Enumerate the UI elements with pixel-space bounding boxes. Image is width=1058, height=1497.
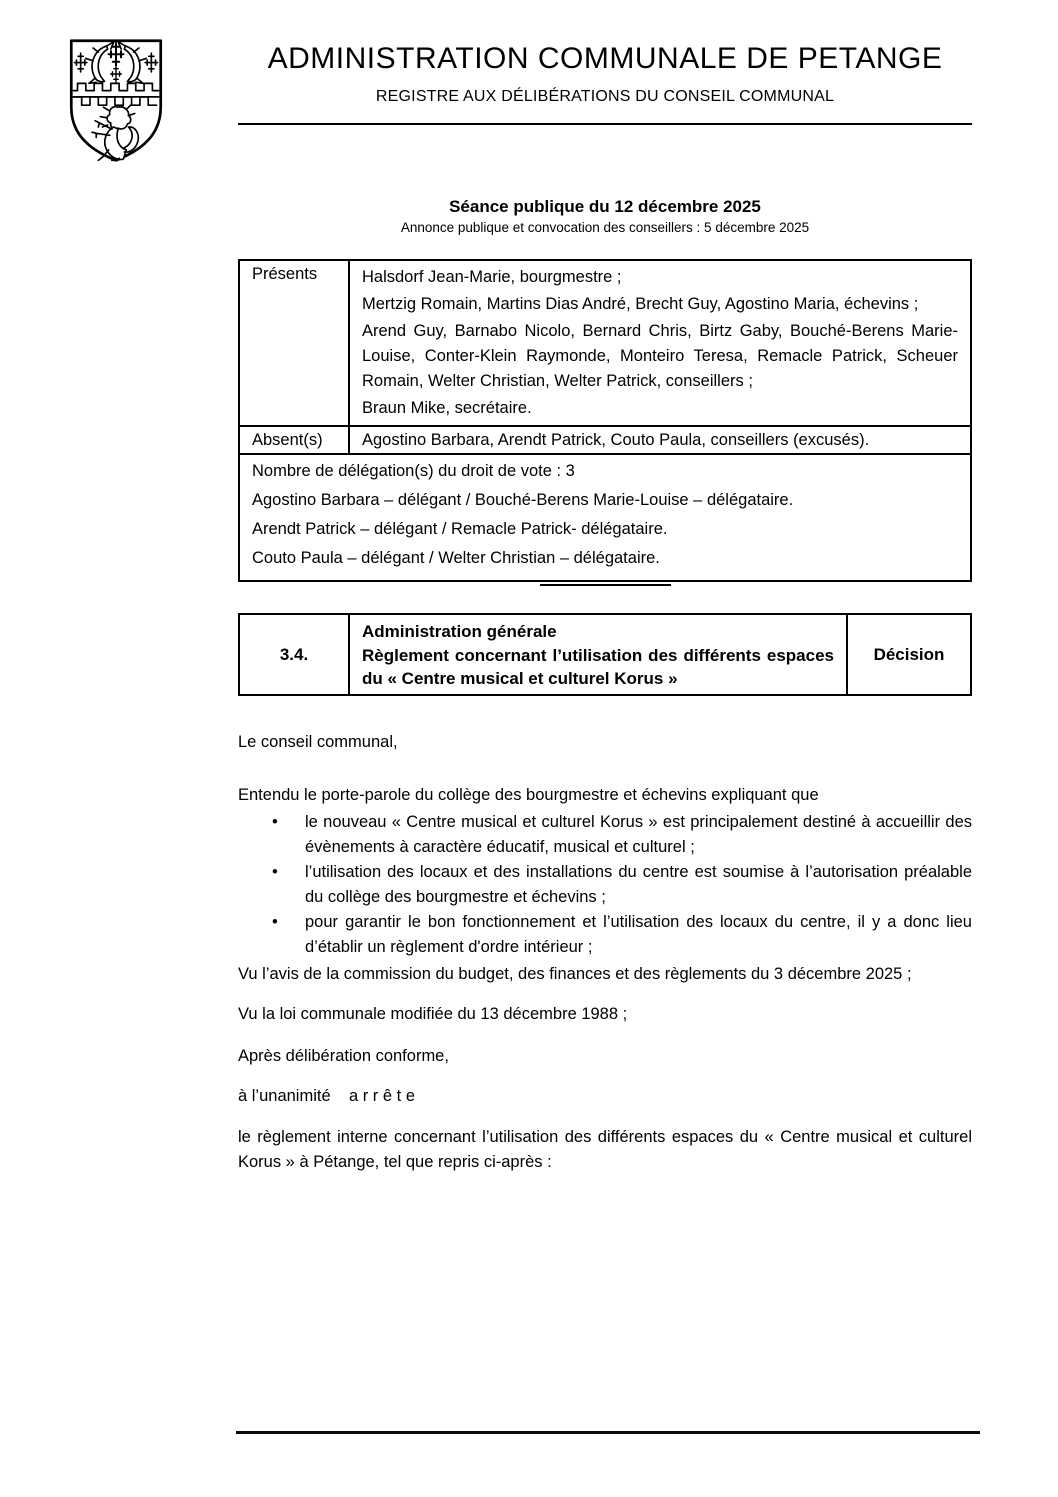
agenda-item-table	[238, 613, 972, 696]
paragraph-entendu: Entendu le porte-parole du collège des bourgmestre et échevins expliquant que	[238, 786, 819, 804]
presents-line: Braun Mike, secrétaire.	[362, 399, 532, 417]
bullet-icon: •	[272, 813, 278, 831]
bullet-item	[238, 860, 972, 910]
agenda-item-subject: Règlement concernant l’utilisation des différents espaces du « Centre musical et culturel Korus »	[362, 646, 834, 688]
page-subtitle: REGISTRE AUX DÉLIBÉRATIONS DU CONSEIL COMMUNAL	[375, 88, 835, 105]
presents-list	[350, 261, 970, 425]
presents-line: Arend Guy, Barnabo Nicolo, Bernard Chris, Birtz Gaby, Bouché-Berens Marie-Louise, Conter-Klein Raymonde, Monteiro Teresa, Remacle Patrick, Scheuer Romain, Welter Christian, Welter Patrick, conseillers ;	[362, 322, 958, 390]
bullet-item	[238, 810, 972, 860]
delegation-line: Agostino Barbara – délégant / Bouché-Berens Marie-Louise – délégataire.	[252, 491, 794, 509]
bullet-item	[238, 910, 972, 960]
deliberation-body	[238, 716, 972, 1175]
bullet-text: l’utilisation des locaux et des installations du centre est soumise à l’autorisation préalable du collège des bourgmestre et échevins ;	[305, 863, 972, 906]
paragraph-reglement: le règlement interne concernant l’utilisation des différents espaces du « Centre musical et culturel Korus » à Pétange, tel que repris ci-après :	[238, 1128, 972, 1171]
agenda-item-decision-badge: Décision	[873, 644, 945, 664]
session-subtitle: Annonce publique et convocation des conseillers : 5 décembre 2025	[400, 220, 810, 235]
presents-row	[240, 261, 970, 425]
paragraph-conseil: Le conseil communal,	[238, 733, 398, 751]
coat-of-arms-icon	[64, 36, 168, 164]
paragraph-arrete: à l’unanimité a r r ê t e	[238, 1087, 415, 1105]
paragraph-vu-loi: Vu la loi communale modifiée du 13 décembre 1988 ;	[238, 1005, 628, 1023]
bullet-icon: •	[272, 913, 278, 931]
paragraph-apres-deliberation: Après délibération conforme,	[238, 1047, 449, 1065]
presents-line: Mertzig Romain, Martins Dias André, Brecht Guy, Agostino Maria, échevins ;	[362, 295, 919, 313]
session-title: Séance publique du 12 décembre 2025	[449, 197, 761, 216]
absents-text: Agostino Barbara, Arendt Patrick, Couto Paula, conseillers (excusés).	[362, 431, 870, 449]
agenda-item-number: 3.4.	[240, 615, 350, 694]
agenda-item-titles	[350, 615, 848, 694]
delegation-line: Arendt Patrick – délégant / Remacle Patrick- délégataire.	[252, 520, 668, 538]
bullet-text: le nouveau « Centre musical et culturel Korus » est principalement destiné à accueillir des évènements à caractère éducatif, musical et culturel ;	[305, 813, 972, 856]
delegations-list	[240, 455, 970, 580]
absents-label: Absent(s)	[240, 427, 350, 453]
header-rule	[238, 123, 972, 125]
presents-label: Présents	[240, 261, 350, 425]
delegations-row	[240, 453, 970, 580]
attendance-table	[238, 259, 972, 582]
delegation-line: Couto Paula – délégant / Welter Christian – délégataire.	[252, 549, 660, 567]
bullet-text: pour garantir le bon fonctionnement et l’utilisation des locaux du centre, il y a donc lieu d’établir un règlement d'ordre intérieur ;	[305, 913, 972, 956]
footer-rule	[236, 1431, 980, 1434]
agenda-item-category: Administration générale	[362, 622, 557, 641]
paragraph-vu-avis: Vu l’avis de la commission du budget, des finances et des règlements du 3 décembre 2025 ;	[238, 965, 912, 983]
bullet-icon: •	[272, 863, 278, 881]
page-title: ADMINISTRATION COMMUNALE DE PETANGE	[267, 42, 943, 75]
presents-line: Halsdorf Jean-Marie, bourgmestre ;	[362, 268, 622, 286]
delegation-line: Nombre de délégation(s) du droit de vote : 3	[252, 462, 575, 480]
section-divider	[540, 584, 671, 586]
bullet-list	[238, 810, 972, 960]
absents-row	[240, 425, 970, 453]
